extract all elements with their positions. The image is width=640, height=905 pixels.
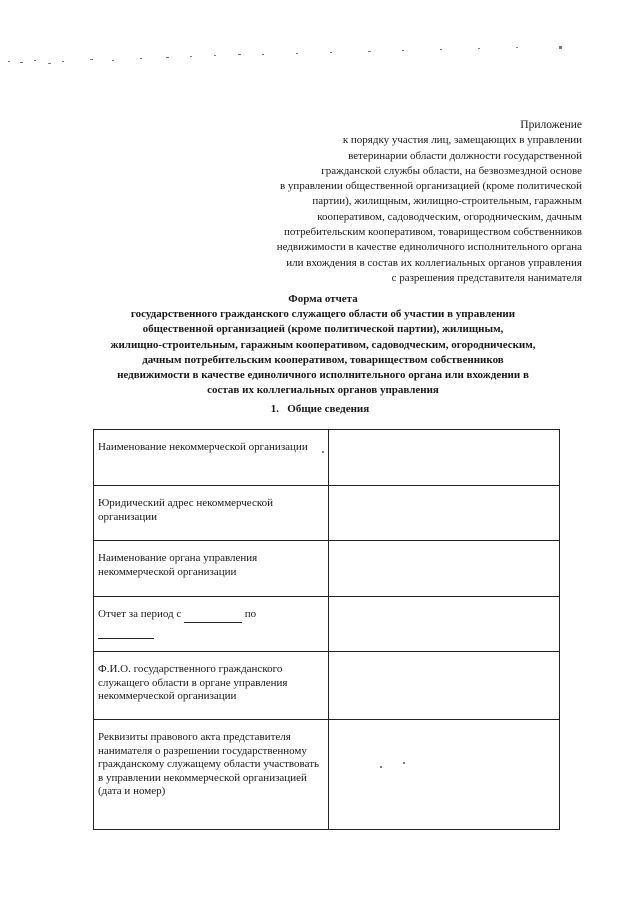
appendix-line: гражданской службы области, на безвозмездной основе bbox=[321, 164, 582, 177]
table-row bbox=[94, 597, 560, 652]
form-heading-line: состав их коллегиальных органов управления bbox=[207, 384, 439, 397]
appendix-line: потребительским кооперативом, товариществом собственников bbox=[283, 226, 582, 239]
form-heading-line: государственного гражданского служащего области об участии в управлении bbox=[130, 308, 516, 321]
section-title: Общие сведения bbox=[287, 403, 370, 415]
row-label: Ф.И.О. государственного гражданского служащего области в органе управления некоммерческой организации bbox=[94, 652, 329, 720]
period-from-blank bbox=[184, 608, 242, 623]
table-row bbox=[94, 430, 560, 486]
appendix-line: недвижимости в качестве единоличного исполнительного органа bbox=[276, 241, 582, 254]
form-heading-line: дачным потребительским кооперативом, товариществом собственников bbox=[142, 353, 504, 366]
appendix-block bbox=[222, 118, 582, 286]
scan-speck bbox=[380, 766, 382, 768]
section-heading bbox=[0, 403, 640, 415]
form-heading bbox=[88, 292, 558, 398]
section-number: 1. bbox=[270, 403, 280, 415]
scan-speck bbox=[322, 451, 324, 453]
row-value bbox=[329, 541, 560, 597]
row-label: Наименование некоммерческой организации bbox=[94, 430, 329, 486]
row-value bbox=[329, 597, 560, 652]
appendix-line: с разрешения представителя нанимателя bbox=[391, 271, 582, 284]
form-heading-line: жилищно-строительным, гаражным кооперативом, садоводческим, огородническим, bbox=[110, 338, 536, 351]
appendix-line: к порядку участия лиц, замещающих в управлении bbox=[342, 134, 582, 147]
appendix-line: в управлении общественной организацией (кроме политической bbox=[279, 180, 582, 193]
row-value bbox=[329, 486, 560, 541]
row-value bbox=[329, 430, 560, 486]
general-info-table bbox=[93, 429, 560, 830]
appendix-line: партии), жилищным, жилищно-строительным, гаражным bbox=[312, 195, 582, 208]
appendix-line: кооперативом, садоводческим, огородническим, дачным bbox=[317, 210, 582, 223]
table-row bbox=[94, 486, 560, 541]
table-row bbox=[94, 720, 560, 830]
scan-noise bbox=[0, 0, 640, 70]
form-title: Форма отчета bbox=[288, 293, 358, 305]
row-label: Реквизиты правового акта представителя нанимателя о разрешении государственному гражданскому служащему области участвовать в управлении некоммерческой организацией (дата и номер) bbox=[94, 720, 329, 830]
appendix-title: Приложение bbox=[520, 119, 582, 131]
period-label-cell bbox=[94, 597, 329, 652]
table-row bbox=[94, 652, 560, 720]
period-to-blank bbox=[98, 625, 154, 640]
row-label: Юридический адрес некоммерческой организации bbox=[94, 486, 329, 541]
period-from-label: Отчет за период с bbox=[98, 608, 182, 620]
row-value bbox=[329, 720, 560, 830]
row-label: Наименование органа управления некоммерческой организации bbox=[94, 541, 329, 597]
table-row bbox=[94, 541, 560, 597]
form-heading-line: недвижимости в качестве единоличного исполнительного органа или вхождении в bbox=[117, 369, 529, 382]
form-heading-line: общественной организацией (кроме политической партии), жилищным, bbox=[142, 323, 504, 336]
appendix-line: ветеринарии области должности государственной bbox=[348, 149, 582, 162]
row-value bbox=[329, 652, 560, 720]
period-to-label: по bbox=[244, 608, 257, 620]
scan-speck bbox=[403, 762, 405, 764]
appendix-line: или вхождения в состав их коллегиальных органов управления bbox=[286, 256, 582, 269]
